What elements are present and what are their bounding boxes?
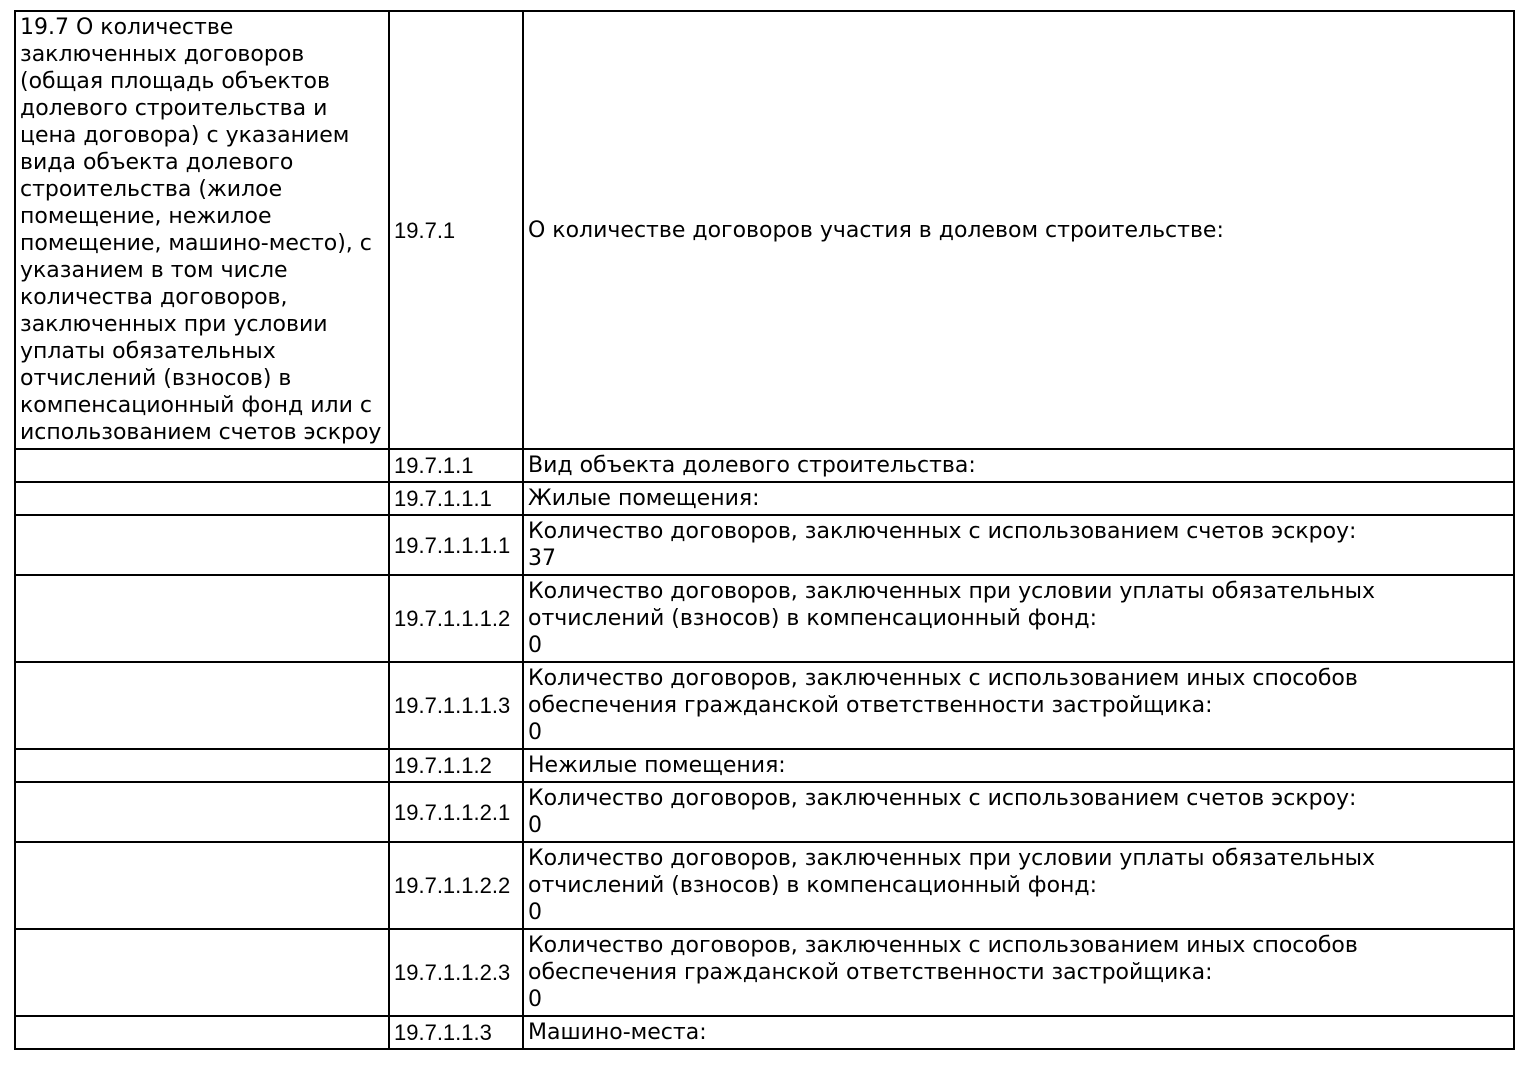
table-row [15,482,1514,515]
desc-cell [523,749,1514,782]
table-row [15,449,1514,482]
field-value: 0 [528,633,542,658]
desc-cell [523,929,1514,1016]
table-row [15,515,1514,575]
field-label: Жилые помещения: [528,486,760,511]
table-row [15,575,1514,662]
code-cell: 19.7.1.1 [389,449,523,482]
desc-cell [523,11,1514,449]
code-cell: 19.7.1.1.2.1 [389,782,523,842]
topic-cell [15,929,389,1016]
code-cell: 19.7.1 [389,11,523,449]
table-row [15,842,1514,929]
code-cell: 19.7.1.1.2 [389,749,523,782]
topic-cell [15,782,389,842]
topic-cell [15,842,389,929]
field-label: Машино-места: [528,1020,707,1045]
code-cell: 19.7.1.1.1 [389,482,523,515]
topic-cell [15,575,389,662]
field-label: Количество договоров, заключенных с использованием иных способов обеспечения гражданской ответственности застройщика: [528,666,1358,718]
code-cell: 19.7.1.1.2.3 [389,929,523,1016]
code-cell: 19.7.1.1.1.1 [389,515,523,575]
topic-cell [15,1016,389,1049]
desc-cell [523,842,1514,929]
topic-cell [15,482,389,515]
field-label: Нежилые помещения: [528,753,786,778]
field-value: 0 [528,900,542,925]
code-cell: 19.7.1.1.3 [389,1016,523,1049]
desc-cell [523,482,1514,515]
field-label: Количество договоров, заключенных при условии уплаты обязательных отчислений (взносов) в компенсационный фонд: [528,579,1376,631]
topic-cell [15,749,389,782]
table-row [15,749,1514,782]
table-row [15,782,1514,842]
desc-cell [523,782,1514,842]
topic-cell [15,662,389,749]
field-value: 37 [528,546,556,571]
field-label: Количество договоров, заключенных при условии уплаты обязательных отчислений (взносов) в компенсационный фонд: [528,846,1376,898]
desc-cell [523,575,1514,662]
topic-cell [15,515,389,575]
code-cell: 19.7.1.1.1.3 [389,662,523,749]
field-label: Количество договоров, заключенных с использованием счетов эскроу: [528,786,1357,811]
desc-cell [523,449,1514,482]
code-cell: 19.7.1.1.1.2 [389,575,523,662]
code-cell: 19.7.1.1.2.2 [389,842,523,929]
table-row [15,11,1514,449]
declaration-table [14,10,1515,1050]
field-label: Количество договоров, заключенных с использованием иных способов обеспечения гражданской ответственности застройщика: [528,933,1358,985]
field-value: 0 [528,813,542,838]
topic-cell [15,449,389,482]
field-value: 0 [528,987,542,1012]
desc-cell [523,1016,1514,1049]
field-label: Количество договоров, заключенных с использованием счетов эскроу: [528,519,1357,544]
topic-cell: 19.7 О количестве заключенных договоров (общая площадь объектов долевого строительства и цена договора) с указанием вида объекта долевого строительства (жилое помещение, нежилое помещение, машино-место), с указанием в том числе количества договоров, заключенных при условии уплаты обязательных отчислений (взносов) в компенсационный фонд или с использованием счетов эскроу [15,11,389,449]
desc-cell [523,662,1514,749]
field-label: О количестве договоров участия в долевом строительстве: [528,217,1224,243]
table-row [15,929,1514,1016]
desc-cell [523,515,1514,575]
field-value: 0 [528,720,542,745]
table-row [15,662,1514,749]
table-row [15,1016,1514,1049]
field-label: Вид объекта долевого строительства: [528,453,976,478]
